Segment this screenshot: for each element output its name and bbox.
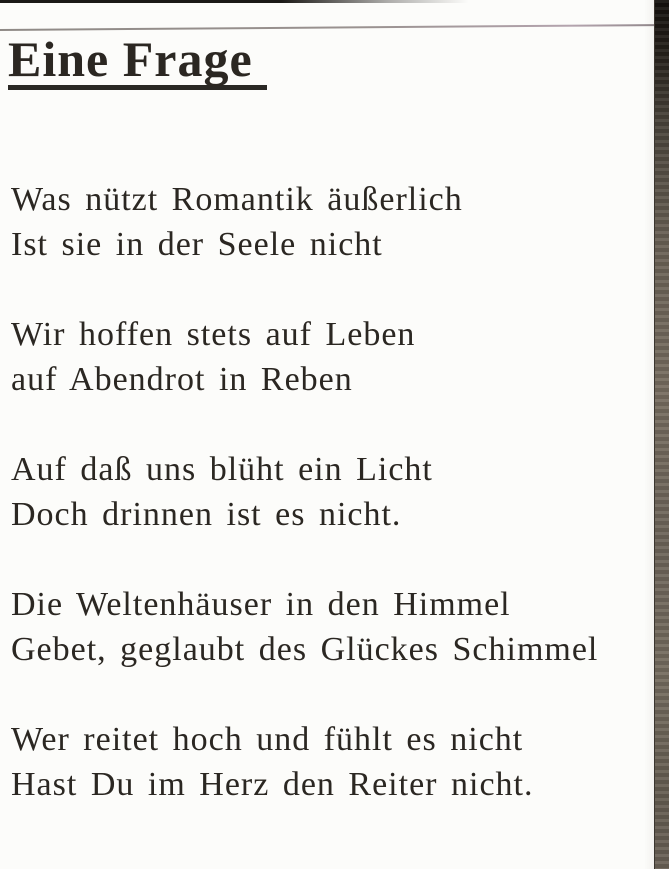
poem-line: Die Weltenhäuser in den Himmel xyxy=(11,586,511,623)
poem-title: Eine Frage xyxy=(8,34,267,90)
poem-line: Wir hoffen stets auf Leben xyxy=(11,316,416,353)
poem-stanza xyxy=(11,312,598,402)
poem-body xyxy=(11,177,598,852)
scan-edge-shadow xyxy=(644,0,654,869)
poem-line: Auf daß uns blüht ein Licht xyxy=(11,451,433,488)
poem-stanza xyxy=(11,582,598,672)
poem-line: Was nützt Romantik äußerlich xyxy=(11,181,463,218)
poem-stanza xyxy=(11,447,598,537)
poem-stanza xyxy=(11,177,598,267)
poem-line: Gebet, geglaubt des Glückes Schimmel xyxy=(11,631,599,668)
poem-line: auf Abendrot in Reben xyxy=(11,361,353,398)
scan-top-edge-artifact xyxy=(0,0,669,3)
poem-line: Ist sie in der Seele nicht xyxy=(11,226,383,263)
poem-line: Doch drinnen ist es nicht. xyxy=(11,496,402,533)
poem-line: Hast Du im Herz den Reiter nicht. xyxy=(11,766,534,803)
scan-horizontal-line-artifact xyxy=(0,24,669,31)
poem-stanza xyxy=(11,717,598,807)
poem-line: Wer reitet hoch und fühlt es nicht xyxy=(11,721,524,758)
scan-right-edge-strip xyxy=(654,0,669,869)
